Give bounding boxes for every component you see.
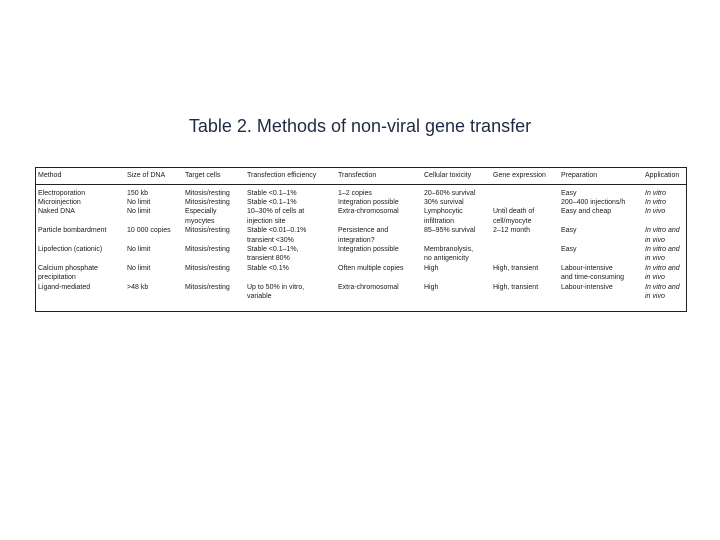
- table-cell: Stable <0.1–1%, transient 80%: [247, 245, 299, 263]
- table-cell: High, transient: [493, 264, 539, 272]
- header-cell: Preparation: [559, 168, 643, 184]
- header-cell: Size of DNA: [125, 168, 183, 184]
- header-cell: Cellular toxicity: [422, 168, 491, 184]
- table-cell: 1–2 copies: [338, 189, 372, 197]
- table-cell: Microinjection: [38, 198, 81, 206]
- table-row: [36, 198, 686, 207]
- table-cell: Especially myocytes: [185, 208, 217, 225]
- table-cell: In vivo: [645, 208, 666, 216]
- table-cell: In vitro and in vivo: [645, 245, 680, 263]
- table-header-row: [36, 168, 686, 184]
- table-cell: Easy: [561, 245, 577, 253]
- table-cell: Mitosis/resting: [185, 245, 230, 253]
- header-cell: Transfection efficiency: [245, 168, 336, 184]
- header-cell: Transfection: [336, 168, 422, 184]
- methods-table: [36, 168, 686, 301]
- table-cell: Stable <0.1–1%: [247, 198, 297, 206]
- table-cell: Mitosis/resting: [185, 283, 230, 291]
- table-cell: Mitosis/resting: [185, 264, 230, 272]
- table-cell: In vitro and in vivo: [645, 227, 680, 244]
- table-cell: 200–400 injections/h: [561, 198, 626, 206]
- table-cell: Electroporation: [38, 189, 86, 197]
- table-cell: Calcium phosphate precipitation: [38, 264, 98, 282]
- table-cell: In vitro: [645, 198, 667, 206]
- table-cell: Easy and cheap: [561, 208, 612, 216]
- table-cell: 10 000 copies: [127, 227, 171, 235]
- table-cell: Lymphocytic infiltration: [424, 208, 463, 225]
- table-cell: In vitro and in vivo: [645, 264, 680, 282]
- table-cell: High, transient: [493, 283, 539, 291]
- table-cell: Ligand-mediated: [38, 283, 91, 291]
- table-cell: Easy: [561, 189, 577, 197]
- table-cell: 85–95% survival: [424, 227, 476, 235]
- table-row: [36, 283, 686, 302]
- table-cell: 20–60% survival: [424, 189, 476, 197]
- header-cell: Gene expression: [491, 168, 559, 184]
- table-cell: Up to 50% in vitro, variable: [247, 283, 305, 300]
- table-cell: High: [424, 283, 439, 291]
- table-cell: Lipofection (cationic): [38, 245, 103, 253]
- table-cell: Integration possible: [338, 245, 399, 253]
- header-cell: Application: [643, 168, 686, 184]
- slide-title: Table 2. Methods of non-viral gene transfer: [188, 116, 532, 136]
- table-cell: In vitro and in vivo: [645, 283, 680, 300]
- table-cell: In vitro: [645, 189, 667, 197]
- table-cell: No limit: [127, 264, 151, 272]
- header-cell: Method: [36, 168, 125, 184]
- table-cell: Mitosis/resting: [185, 227, 230, 235]
- table-cell: 10–30% of cells at injection site: [247, 208, 305, 225]
- methods-table-frame: [35, 167, 687, 312]
- table-cell: Easy: [561, 227, 577, 235]
- table-cell: Stable <0.01–0.1% transient <30%: [247, 227, 307, 244]
- table-cell: Particle bombardment: [38, 227, 107, 235]
- table-cell: Until death of cell/myocyte: [493, 208, 535, 225]
- table-row: [36, 245, 686, 264]
- table-row: [36, 184, 686, 198]
- table-cell: Integration possible: [338, 198, 399, 206]
- table-cell: Membranolysis, no antigenicity: [424, 245, 474, 263]
- table-cell: Stable <0.1–1%: [247, 189, 297, 197]
- table-cell: [491, 245, 559, 264]
- table-cell: Often multiple copies: [338, 264, 404, 272]
- table-cell: Mitosis/resting: [185, 198, 230, 206]
- table-cell: No limit: [127, 245, 151, 253]
- table-cell: Persistence and integration?: [338, 227, 389, 244]
- table-cell: Extra-chromosomal: [338, 208, 399, 216]
- table-cell: Labour-intensive and time-consuming: [561, 264, 625, 282]
- table-row: [36, 207, 686, 226]
- table-cell: Labour-intensive: [561, 283, 613, 291]
- table-cell: 30% survival: [424, 198, 464, 206]
- table-cell: No limit: [127, 208, 151, 216]
- table-cell: 150 kb: [127, 189, 149, 197]
- table-cell: Naked DNA: [38, 208, 75, 216]
- table-row: [36, 226, 686, 245]
- table-cell: >48 kb: [127, 283, 149, 291]
- header-cell: Target cells: [183, 168, 245, 184]
- table-cell: Extra-chromosomal: [338, 283, 399, 291]
- table-cell: 2–12 month: [493, 227, 530, 235]
- table-cell: [491, 184, 559, 198]
- table-cell: Stable <0.1%: [247, 264, 289, 272]
- table-cell: [491, 198, 559, 207]
- table-row: [36, 264, 686, 283]
- table-cell: High: [424, 264, 439, 272]
- table-cell: Mitosis/resting: [185, 189, 230, 197]
- table-cell: No limit: [127, 198, 151, 206]
